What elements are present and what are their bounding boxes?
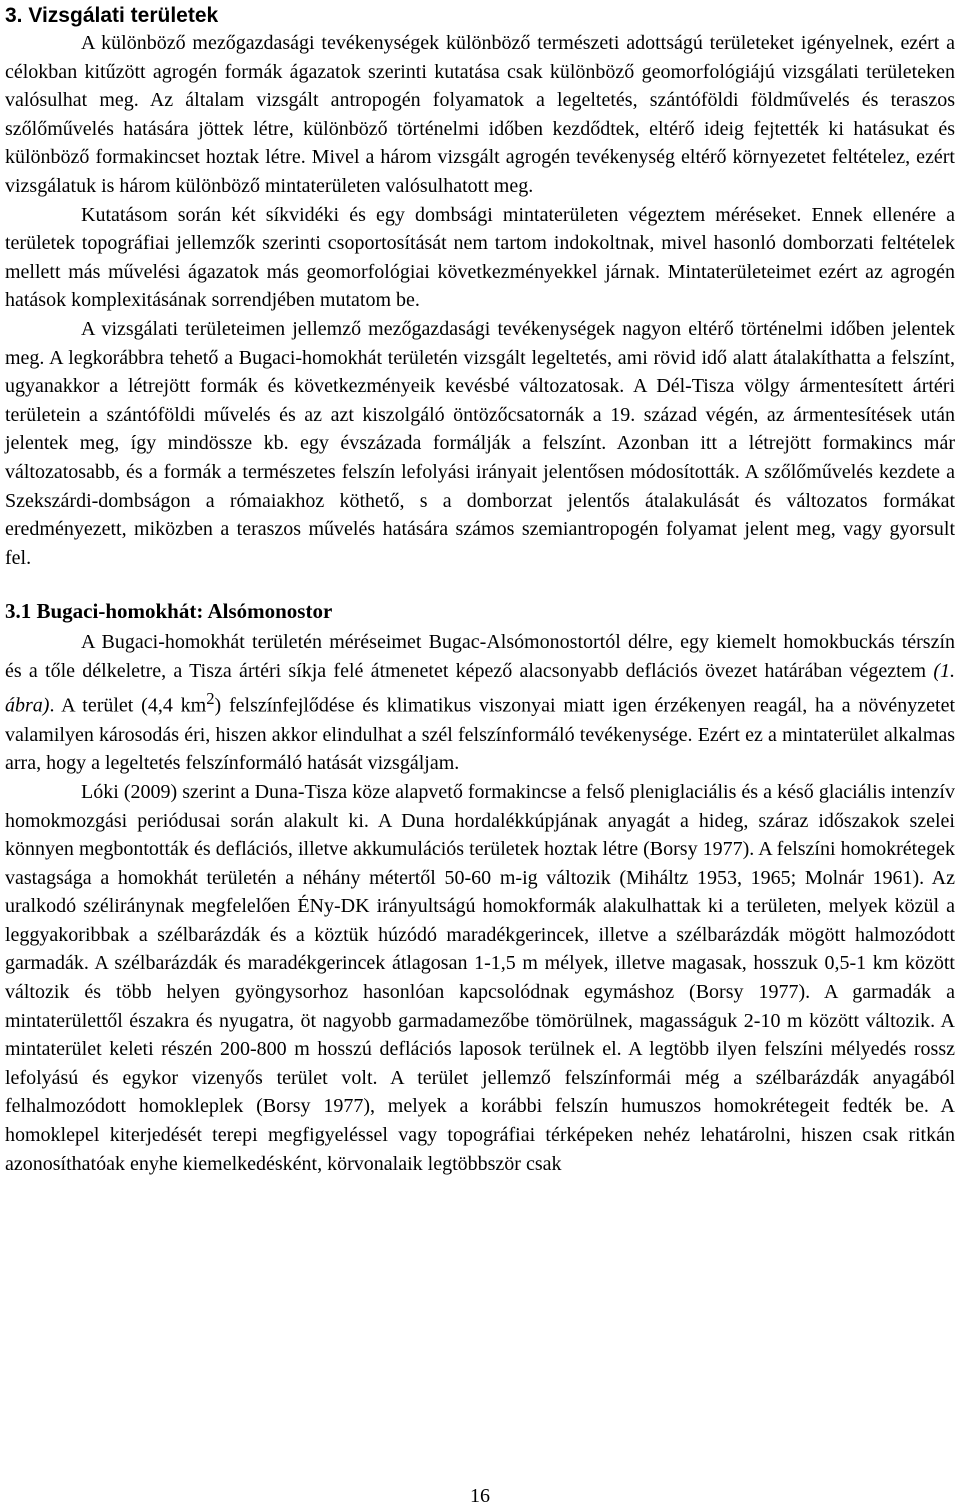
section-heading-3-1: 3.1 Bugaci-homokhát: Alsómonostor bbox=[5, 599, 333, 624]
document-page bbox=[5, 0, 955, 1178]
paragraph-study-areas: Kutatásom során két síkvidéki és egy dombsági mintaterületen végeztem méréseket. Ennek ellenére a területek topográfiai jellemzők szerinti csoportosítását nem tartom indokoltnak, mivel hasonló domborzati feltételek mellett más művelési ágazatok más geomorfológiai következményekkel járnak. Mintaterületeimet ezért az agrogén hatások komplexitásának sorrendjében mutatom be. bbox=[5, 203, 955, 312]
superscript: 2 bbox=[206, 689, 215, 709]
paragraph-geomorphology: Lóki (2009) szerint a Duna-Tisza köze alapvető formakincse a felső pleniglaciális és a késő glaciális intenzív homokmozgási periódusai során alakult ki. A Duna hordalékkúpjának anyagát a hideg, száraz időszakok szelei könnyen megbontották és deflációs, illetve akkumulációs területek hoztak létre (Borsy 1977). A felszíni homokrétegek vastagsága a homokhát területén a néhány métertől 50-60 m-ig változik (Miháltz 1953, 1965; Molnár 1961). Az uralkodó széliránynak megfelelően ÉNy-DK irányultságú homokformák alakulhattak ki a területen, melyek közül a leggyakoribbak a szélbarázdák és a köztük húzódó maradékgerincek, illetve a szélbarázdák mögött halmozódott garmadák. A szélbarázdák és maradékgerincek átlagosan 1-1,5 m mélyek, illetve magasak, hosszuk 0,5-1 km között változik és több helyen gyöngysorhoz hasonlóan kapcsolódnak egymáshoz (Borsy 1977). A garmadák a mintaterülettől északra és nyugatra, öt nagyobb garmadamezőbe tömörülnek, magasságuk 2-10 m között változik. A mintaterület keleti részén 200-800 m hosszú deflációs laposok terülnek el. A legtöbb ilyen felszíni mélyedés rossz lefolyású és egykor vizenyős terület volt. A terület jellemző felszínformái még a szélbarázdák anyagából felhalmozódott homokleplek (Borsy 1977), melyek a korábbi felszín humuszos homokrétegeit fedték be. A homoklepel kiterjedését terepi megfigyeléssel vagy topográfiai térképeken nehéz lehatárolni, hiszen csak ritkán azonosíthatóak enyhe kiemelkedésként, körvonalaik legtöbbször csak bbox=[5, 780, 955, 1175]
paragraph-history: A vizsgálati területeimen jellemző mezőgazdasági tevékenységek nagyon eltérő történelmi időben jelentek meg. A legkorábbra tehető a Bugaci-homokhát területén vizsgált legeltetés, ami rövid idő alatt átalakíthatta a felszínt, ugyanakkor a létrejött formák és következményeik kevésbé változatosak. A Dél-Tisza völgy ármentesített ártéri területein a szántóföldi művelés és az azt kiszolgáló öntözőcsatornák a 19. század végén, az ármentesítések után jelentek meg, így mindössze kb. egy évszázada formálják a felszínt. Azonban itt a létrejött formakincs már változatosabb, és a formák a természetes felszín lefolyási irányait jelentősen módosították. A szőlőművelés kezdete a Szekszárdi-dombságon a rómaiakhoz köthető, s a domborzat jelentős átalakulását és változatos formákat eredményezett, miközben a teraszos művelés hatására számos szemiantropogén folyamat jelent meg, vagy gyorsult fel. bbox=[5, 317, 955, 569]
paragraph-intro: A különböző mezőgazdasági tevékenységek különböző természeti adottságú területeket igényelnek, ezért a célokban kitűzött agrogén formák ágazatok szerinti kutatása csak különböző geomorfológiájú vizsgálati területeken valósulhat meg. Az általam vizsgált antropogén folyamatok a legeltetés, szántóföldi földművelés és teraszos szőlőművelés hatására jöttek létre, különböző történelmi időben kezdődtek, eltérő ideig fejtették ki hatásukat és különböző formakincset hoztak létre. Mivel a három vizsgált agrogén tevékenység eltérő környezetet feltételez, ezért vizsgálatuk is három különböző mintaterületen valósulhatott meg. bbox=[5, 32, 955, 197]
figure-reference: (1. ábra) bbox=[5, 659, 955, 718]
text-segment: A Bugaci-homokhát területén méréseimet Bugac-Alsómonostortól délre, egy kiemelt homokbuckás térszín és a tőle délkeletre, a Tisza ártéri síkja felé átmenetet képező alacsonyabb deflációs övezet határában végeztem bbox=[5, 631, 955, 682]
text-segment: . A terület (4,4 km bbox=[49, 695, 207, 718]
text-segment: ) felszínfejlődése és klimatikus viszonyai miatt igen érzékenyen reagál, ha a növényzetet valamilyen károsodás éri, hiszen akkor elindulhat a szél felszínformáló tevékenysége. Ezért ez a mintaterület alkalmas arra, hogy a legeltetés felszínformáló hatását vizsgáljam. bbox=[5, 695, 955, 775]
section-spacer bbox=[5, 572, 955, 594]
page-number: 16 bbox=[470, 1485, 490, 1507]
paragraph-bugac-location bbox=[5, 628, 955, 778]
section-heading-3: 3. Vizsgálati területek bbox=[5, 4, 219, 27]
